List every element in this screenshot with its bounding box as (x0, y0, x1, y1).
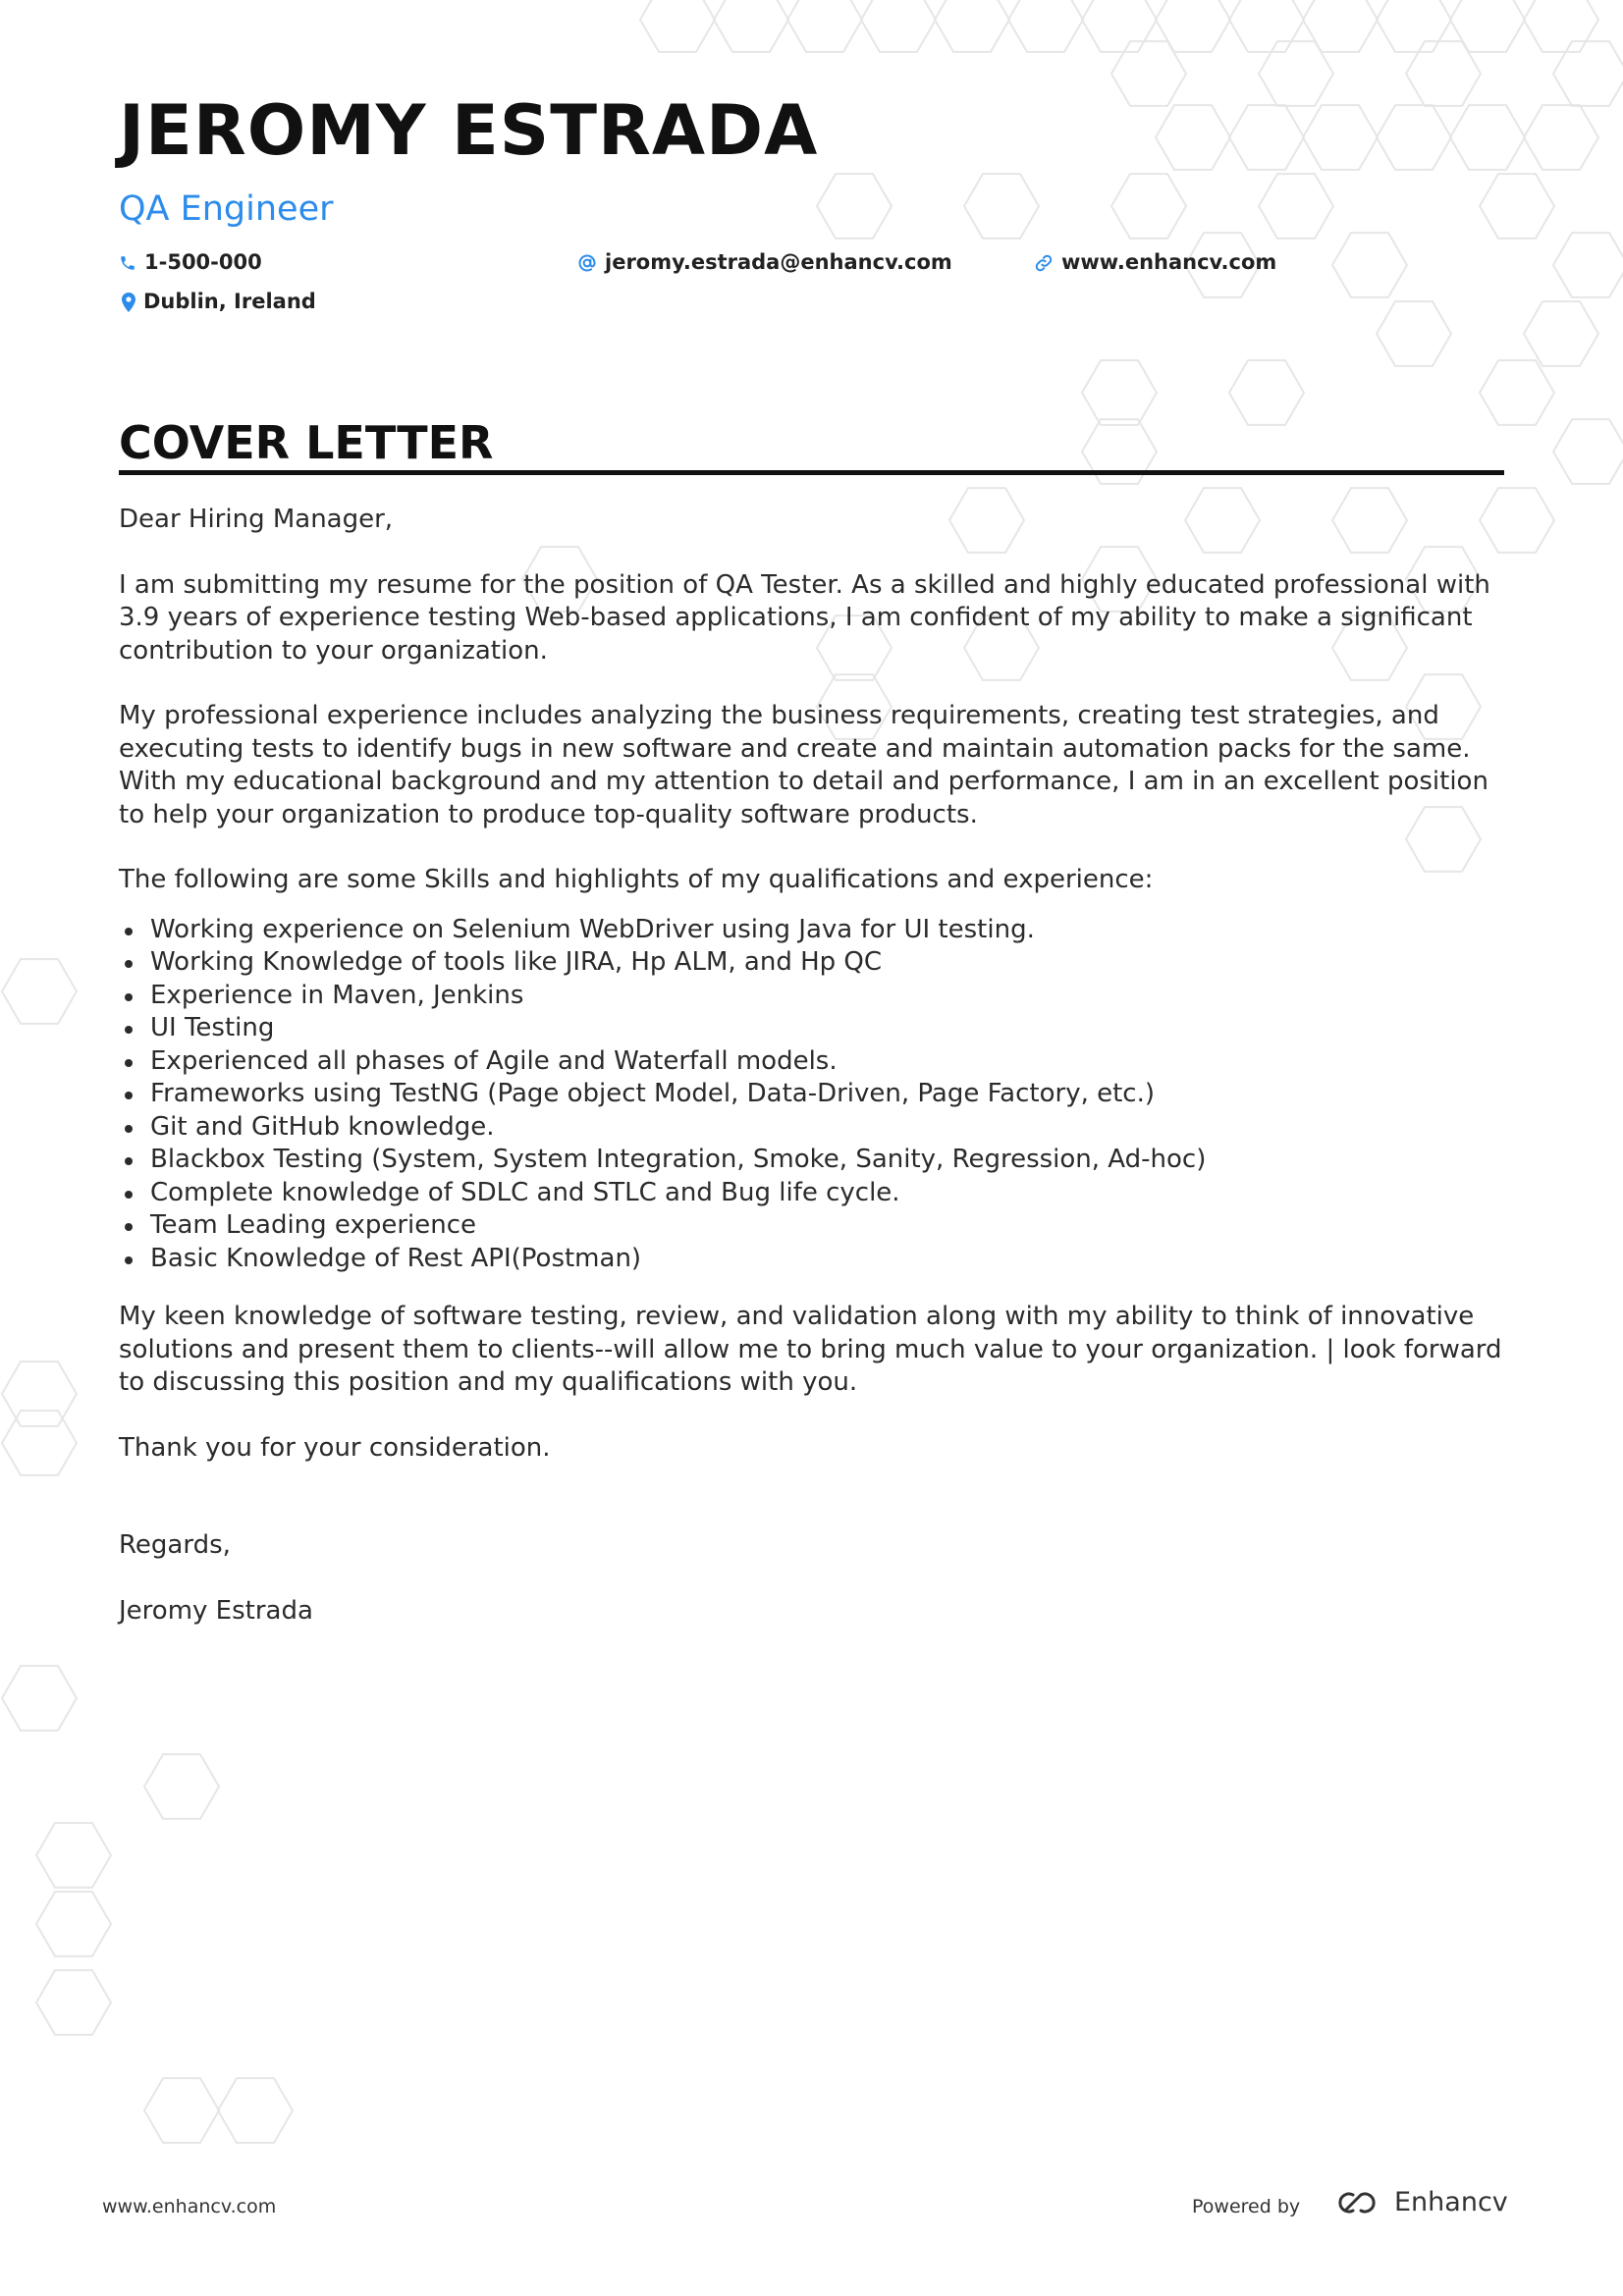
salutation: Dear Hiring Manager, (119, 505, 394, 534)
section-divider (119, 470, 1504, 475)
contact-website[interactable] (1034, 252, 1276, 273)
phone-icon (119, 254, 136, 272)
location-pin-icon (122, 293, 135, 312)
list-item: Experienced all phases of Agile and Waterfall models. (119, 1045, 1513, 1079)
list-item: UI Testing (119, 1012, 1513, 1045)
list-item: Team Leading experience (119, 1209, 1513, 1243)
contact-email[interactable] (577, 252, 952, 273)
paragraph-experience: My professional experience includes analyzing the business requirements, creating test strategies, and executing tests to identify bugs in new software and create and maintain automation packs for the same. (119, 701, 1471, 764)
list-intro: The following are some Skills and highlights of my qualifications and experience: (119, 865, 1154, 894)
signature: Jeromy Estrada (119, 1595, 313, 1626)
list-item: Experience in Maven, Jenkins (119, 980, 1513, 1013)
list-item: Complete knowledge of SDLC and STLC and Bug life cycle. (119, 1177, 1513, 1210)
at-icon (577, 253, 597, 273)
website-text: www.enhancv.com (1061, 250, 1277, 274)
candidate-name: JEROMY ESTRADA (119, 90, 819, 171)
list-item: Working experience on Selenium WebDriver using Java for UI testing. (119, 914, 1513, 947)
list-item: Git and GitHub knowledge. (119, 1111, 1513, 1145)
email-text: jeromy.estrada@enhancv.com (605, 250, 952, 274)
phone-text: 1-500-000 (144, 250, 262, 274)
list-item: Blackbox Testing (System, System Integration, Smoke, Sanity, Regression, Ad-hoc) (119, 1144, 1513, 1177)
skills-list (119, 914, 1513, 1276)
enhancv-brand[interactable] (1329, 2187, 1508, 2217)
candidate-title: QA Engineer (119, 189, 334, 229)
contact-phone (119, 252, 262, 273)
paragraph-background: With my educational background and my attention to detail and performance, I am in an excellent position to help your organization to produce top-quality software products. (119, 767, 1488, 829)
link-icon (1034, 253, 1054, 273)
enhancv-logo-icon (1329, 2189, 1384, 2216)
contact-location (122, 292, 316, 312)
thanks-line: Thank you for your consideration. (119, 1432, 551, 1463)
location-text: Dublin, Ireland (143, 290, 316, 313)
section-title: COVER LETTER (119, 416, 494, 469)
list-item: Frameworks using TestNG (Page object Model, Data-Driven, Page Factory, etc.) (119, 1078, 1513, 1111)
letter-body (119, 504, 1513, 1660)
brand-name: Enhancv (1394, 2187, 1508, 2217)
list-item: Working Knowledge of tools like JIRA, Hp ALM, and Hp QC (119, 946, 1513, 980)
paragraph-intro: I am submitting my resume for the position of QA Tester. As a skilled and highly educated professional with 3.9 years of experience testing Web-based applications, I am confident of my ability to make a significant contribution to your organization. (119, 569, 1490, 666)
footer-url[interactable]: www.enhancv.com (102, 2196, 277, 2217)
list-item: Basic Knowledge of Rest API(Postman) (119, 1243, 1513, 1276)
regards-line: Regards, (119, 1530, 231, 1560)
paragraph-closing: My keen knowledge of software testing, review, and validation along with my ability to think of innovative solutions and present them to clients--will allow me to bring much value to your organization. | look forward to discussing this position and my qualifications with you. (119, 1302, 1502, 1397)
powered-by-label: Powered by (1192, 2196, 1301, 2217)
